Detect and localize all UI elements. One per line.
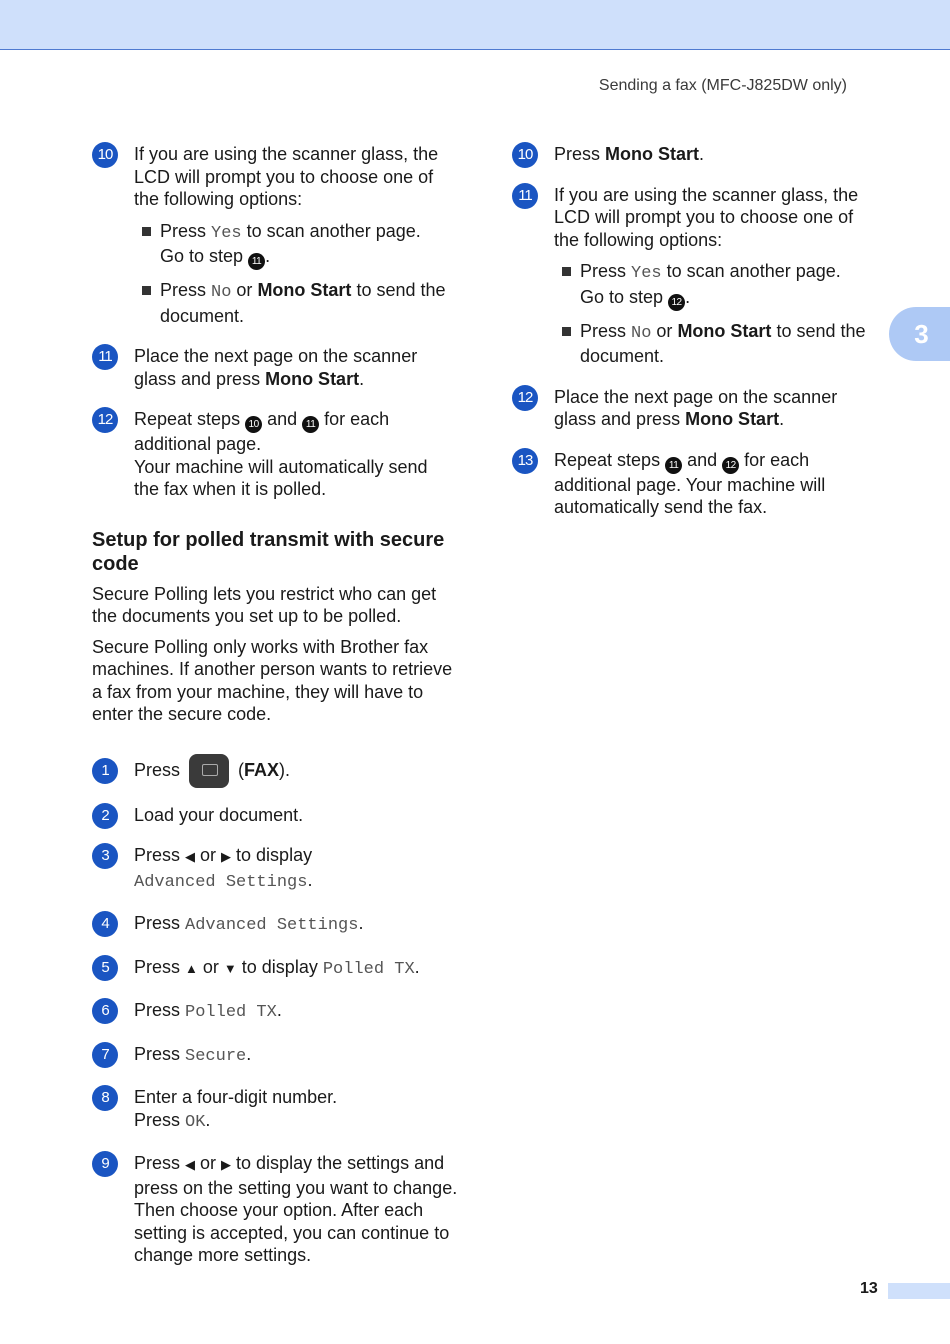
lcd-text: No <box>211 283 232 302</box>
step-number-badge: 6 <box>92 998 118 1024</box>
step-11-right: 11 If you are using the scanner glass, the LCD will prompt you to choose one of the following options: Press Yes to scan another page. Go to step 12 . Press No or Mono Start to send the document. <box>512 184 882 368</box>
step-number-badge: 1 <box>92 758 118 784</box>
key-name: Mono Start <box>257 280 352 300</box>
left-arrow-icon: ◀ <box>185 1157 196 1172</box>
step-ref-badge: 12 <box>722 457 739 474</box>
lcd-text: Polled TX <box>322 959 415 979</box>
left-column <box>92 143 464 1267</box>
step-8: 8 Enter a four-digit number. Press OK. <box>92 1086 464 1134</box>
step-5: 5 Press ▲ or ▼ to display Polled TX. <box>92 956 464 982</box>
step-7: 7 Press Secure. <box>92 1043 464 1069</box>
key-name: Mono Start <box>677 320 772 341</box>
step-10-left <box>92 143 464 327</box>
fax-button-icon <box>189 754 229 788</box>
right-arrow-icon: ▶ <box>221 849 232 864</box>
option-bullet-yes: Press Yes to scan another page. Go to step 12 . <box>554 260 882 311</box>
step-13-right: 13 Repeat steps 11 and 12 for each additional page. Your machine will automatically send the fax. <box>512 449 882 519</box>
step-number-badge: 13 <box>512 448 538 474</box>
page-number: 13 <box>860 1280 878 1297</box>
step-number-badge: 10 <box>92 142 118 168</box>
intro-paragraph: Secure Polling lets you restrict who can get the documents you set up to be polled. <box>92 583 437 626</box>
step-number-badge: 11 <box>92 344 118 370</box>
step-6: 6 Press Polled TX. <box>92 999 464 1025</box>
up-arrow-icon: ▲ <box>185 960 198 976</box>
step-number-badge: 11 <box>512 183 538 209</box>
step-number-badge: 2 <box>92 803 118 829</box>
key-name: Mono Start <box>685 409 780 429</box>
step-ref-badge: 11 <box>665 457 682 474</box>
lcd-text: Polled TX <box>185 1003 277 1022</box>
lcd-text: Secure <box>185 1046 247 1066</box>
step-number-badge: 12 <box>512 385 538 411</box>
step-number-badge: 5 <box>92 955 118 981</box>
step-12-left: 12 Repeat steps 10 and 11 for each additional page. Your machine will automatically send the fax when it is polled. <box>92 408 464 501</box>
step-9: 9 Press ◀ or ▶ to display the settings and press on the setting you want to change. Then choose your option. After each setting is accepted, you can continue to change more settings. <box>92 1152 464 1267</box>
option-bullet-no: Press No or Mono Start to send the document. <box>134 279 464 327</box>
step-2: 2 Load your document. <box>92 804 464 827</box>
step-number-badge: 3 <box>92 843 118 869</box>
footer-bar <box>888 1283 950 1299</box>
step-ref-badge: 12 <box>668 294 685 311</box>
step-number-badge: 8 <box>92 1085 118 1111</box>
step-11-left: 11 Place the next page on the scanner glass and press Mono Start. <box>92 345 464 390</box>
step-text: If you are using the scanner glass, the <box>134 144 439 164</box>
step-number-badge: 7 <box>92 1042 118 1068</box>
down-arrow-icon: ▼ <box>223 960 237 976</box>
lcd-text: Yes <box>631 264 662 283</box>
running-head: Sending a fax (MFC-J825DW only) <box>598 77 847 94</box>
lcd-text: Yes <box>211 223 242 243</box>
lcd-text: No <box>631 323 652 343</box>
step-ref-badge: 11 <box>302 416 319 433</box>
key-name: Mono Start <box>605 144 700 164</box>
header-band <box>0 0 950 50</box>
section-heading: Setup for polled transmit with secure code <box>92 528 445 575</box>
lcd-text: Advanced Settings <box>185 916 359 935</box>
option-bullet-yes: Press Yes to scan another page. Go to step 11 . <box>134 220 464 271</box>
step-1: 1 Press (FAX). <box>92 754 464 788</box>
step-ref-badge: 10 <box>245 416 262 433</box>
lcd-text: Advanced Settings <box>134 872 308 892</box>
right-arrow-icon: ▶ <box>221 1157 232 1172</box>
step-number-badge: 9 <box>92 1151 118 1177</box>
step-ref-badge: 11 <box>248 253 265 270</box>
left-arrow-icon: ◀ <box>185 849 196 864</box>
lcd-text: OK <box>185 1112 206 1132</box>
right-column <box>512 143 882 519</box>
step-text: LCD will prompt you to choose one of <box>134 166 434 187</box>
option-bullet-no: Press No or Mono Start to send the document. <box>554 320 882 368</box>
step-4: 4 Press Advanced Settings. <box>92 912 464 938</box>
intro-paragraph: Secure Polling only works with Brother fax machines. If another person wants to retrieve a fax from your machine, they will have to enter the secure code. <box>92 636 453 724</box>
step-number-badge: 4 <box>92 911 118 937</box>
key-name: FAX <box>244 759 280 780</box>
step-12-right: 12 Place the next page on the scanner glass and press Mono Start. <box>512 386 882 431</box>
step-10-right: 10 Press Mono Start. <box>512 143 882 166</box>
chapter-tab: 3 <box>889 307 950 361</box>
key-name: Mono Start <box>265 368 360 389</box>
step-number-badge: 10 <box>512 142 538 168</box>
step-number-badge: 12 <box>92 407 118 433</box>
step-text: the following options: <box>134 189 303 209</box>
step-3: 3 Press ◀ or ▶ to display Advanced Settings. <box>92 844 464 894</box>
